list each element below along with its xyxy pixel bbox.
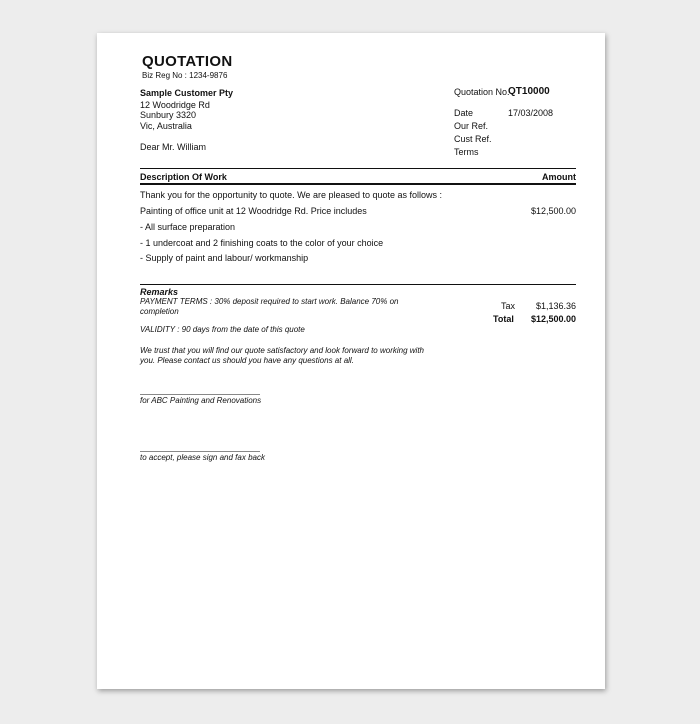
- customer-address-line: Sunbury 3320: [140, 110, 197, 120]
- remarks-heading: Remarks: [140, 287, 179, 297]
- company-signature-line: [140, 394, 260, 395]
- customer-address-line: 12 Woodridge Rd: [140, 100, 210, 110]
- work-line: Painting of office unit at 12 Woodridge Rd. Price includes: [140, 206, 367, 216]
- biz-reg-number: Biz Reg No : 1234-9876: [142, 71, 228, 80]
- our-ref-label: Our Ref.: [454, 121, 489, 131]
- validity-text: VALIDITY : 90 days from the date of this quote: [140, 325, 305, 334]
- remarks-rule: [140, 284, 576, 285]
- cust-ref-label: Cust Ref.: [454, 134, 492, 144]
- payment-terms-line: PAYMENT TERMS : 30% deposit required to start work. Balance 70% on: [140, 297, 399, 306]
- accept-signature-caption: to accept, please sign and fax back: [140, 453, 265, 462]
- column-header-description: Description Of Work: [140, 172, 227, 182]
- total-label: Total: [493, 314, 514, 324]
- tax-label: Tax: [501, 301, 516, 311]
- column-header-amount: Amount: [542, 172, 576, 182]
- work-line: - Supply of paint and labour/ workmanship: [140, 253, 309, 263]
- date-value: 17/03/2008: [508, 108, 554, 118]
- salutation: Dear Mr. William: [140, 142, 207, 152]
- table-top-rule: [140, 168, 576, 169]
- document-title: QUOTATION: [142, 53, 233, 70]
- date-label: Date: [454, 108, 474, 118]
- table-header-rule: [140, 183, 576, 185]
- closing-text-line: We trust that you will find our quote satisfactory and look forward to working with: [140, 346, 424, 355]
- payment-terms-line: completion: [140, 307, 179, 316]
- quotation-number-label: Quotation No.: [454, 87, 510, 97]
- closing-text-line: you. Please contact us should you have any questions at all.: [140, 356, 354, 365]
- work-line-amount: $12,500.00: [530, 206, 576, 216]
- company-signature-caption: for ABC Painting and Renovations: [140, 396, 262, 405]
- quotation-page: [97, 33, 605, 689]
- tax-value: $1,136.36: [535, 301, 576, 311]
- customer-address-line: Vic, Australia: [140, 121, 192, 131]
- terms-label: Terms: [454, 147, 479, 157]
- quotation-number-value: QT10000: [508, 86, 550, 97]
- work-line: - 1 undercoat and 2 finishing coats to the color of your choice: [140, 238, 384, 248]
- total-value: $12,500.00: [530, 314, 576, 324]
- quote-intro: Thank you for the opportunity to quote. We are pleased to quote as follows :: [140, 190, 443, 200]
- customer-name: Sample Customer Pty: [140, 88, 234, 98]
- accept-signature-line: [140, 451, 260, 452]
- work-line: - All surface preparation: [140, 222, 236, 232]
